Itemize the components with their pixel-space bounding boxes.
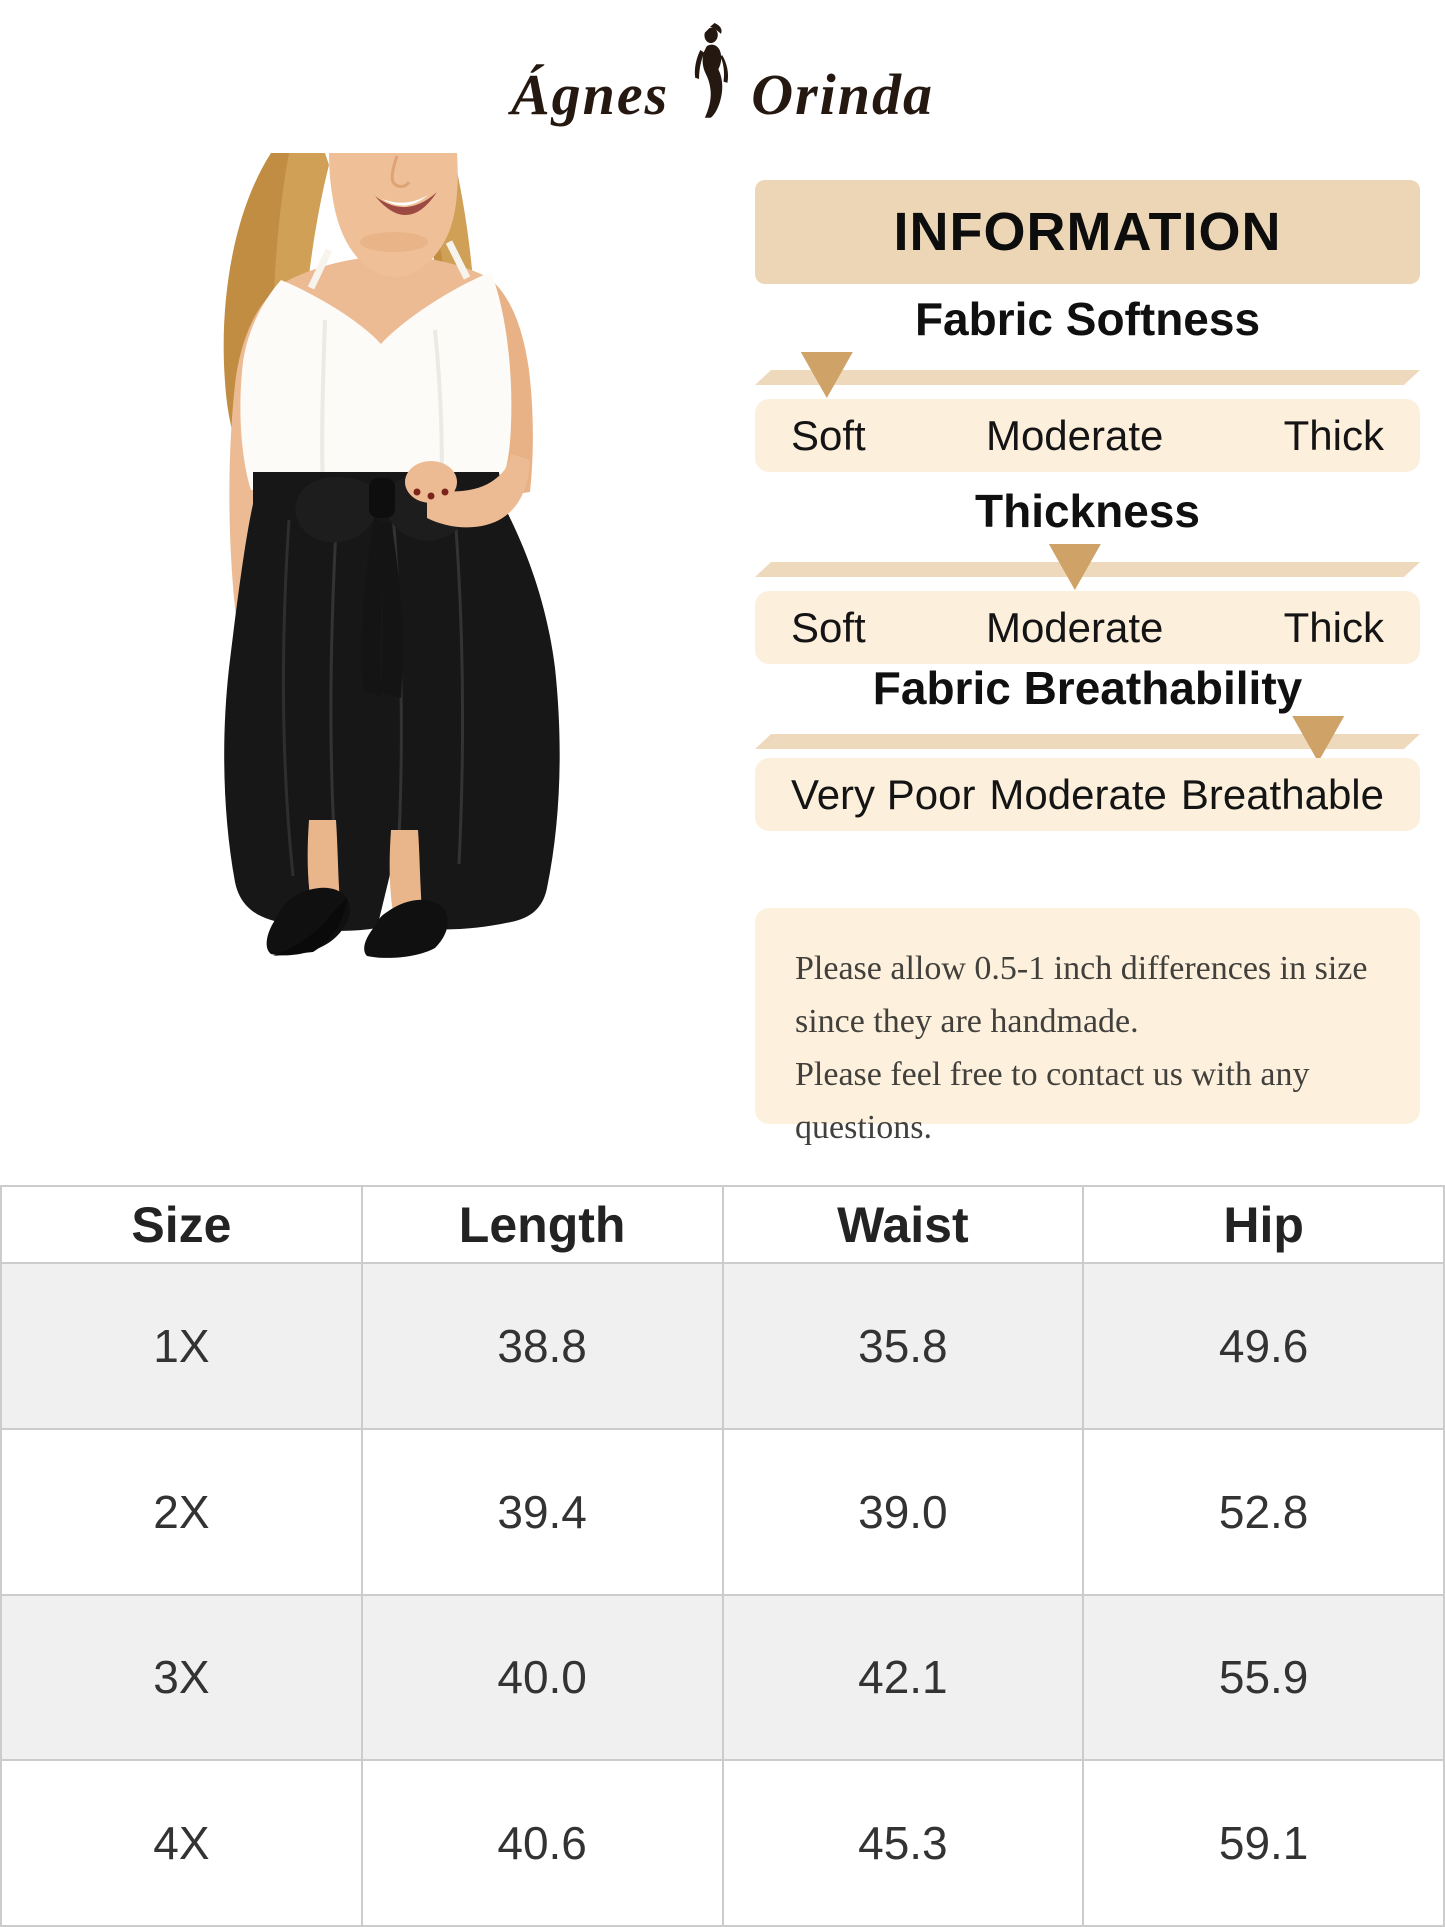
scale-label: Moderate <box>989 770 1167 818</box>
scale-label: Moderate <box>985 411 1164 459</box>
scale-label: Breathable <box>1180 770 1384 818</box>
table-cell: 38.8 <box>363 1264 724 1430</box>
table-cell: 52.8 <box>1084 1430 1445 1596</box>
woman-silhouette-icon <box>681 10 739 130</box>
table-header-length: Length <box>363 1187 724 1264</box>
table-cell: 40.0 <box>363 1596 724 1762</box>
scale-label: Soft <box>791 603 866 651</box>
softness-scale-bar <box>755 370 1420 385</box>
table-cell: 4X <box>2 1761 363 1927</box>
softness-labels <box>755 399 1420 472</box>
table-cell: 49.6 <box>1084 1264 1445 1430</box>
table-cell: 3X <box>2 1596 363 1762</box>
size-table <box>0 1185 1445 1927</box>
table-cell: 42.1 <box>724 1596 1085 1762</box>
table-cell: 39.4 <box>363 1430 724 1596</box>
table-header-hip: Hip <box>1084 1187 1445 1264</box>
scale-label: Thick <box>1283 603 1384 651</box>
table-cell: 59.1 <box>1084 1761 1445 1927</box>
brand-name-left: Ágnes <box>510 62 670 127</box>
brand-name-right: Orinda <box>751 62 935 127</box>
table-cell: 55.9 <box>1084 1596 1445 1762</box>
scale-label: Thick <box>1283 411 1384 459</box>
thickness-scale <box>755 544 1420 590</box>
scale-label: Soft <box>791 411 866 459</box>
section-heading-fabric-softness: Fabric Softness <box>914 293 1261 345</box>
breathability-scale <box>755 716 1420 762</box>
table-cell: 1X <box>2 1264 363 1430</box>
table-header-waist: Waist <box>724 1187 1085 1264</box>
note-line: Please feel free to contact us with any questions. <box>795 1056 1310 1146</box>
brand-logo <box>0 0 1445 128</box>
table-cell: 39.0 <box>724 1430 1085 1596</box>
section-heading-breathability: Fabric Breathability <box>872 662 1303 714</box>
breathability-labels <box>755 758 1420 831</box>
table-header-size: Size <box>2 1187 363 1264</box>
table-cell: 35.8 <box>724 1264 1085 1430</box>
table-cell: 2X <box>2 1430 363 1596</box>
softness-scale <box>755 352 1420 398</box>
scale-label: Very Poor <box>791 770 976 818</box>
product-photo <box>75 120 615 960</box>
scale-label: Moderate <box>985 603 1164 651</box>
section-heading-thickness: Thickness <box>975 485 1200 537</box>
information-panel <box>755 180 1420 1146</box>
size-note <box>755 908 1420 1146</box>
note-line: since they are handmade. <box>795 1003 1139 1040</box>
panel-title: INFORMATION <box>755 180 1420 284</box>
table-cell: 45.3 <box>724 1761 1085 1927</box>
note-line: Please allow 0.5-1 inch differences in size <box>795 950 1368 987</box>
table-cell: 40.6 <box>363 1761 724 1927</box>
thickness-labels <box>755 591 1420 664</box>
